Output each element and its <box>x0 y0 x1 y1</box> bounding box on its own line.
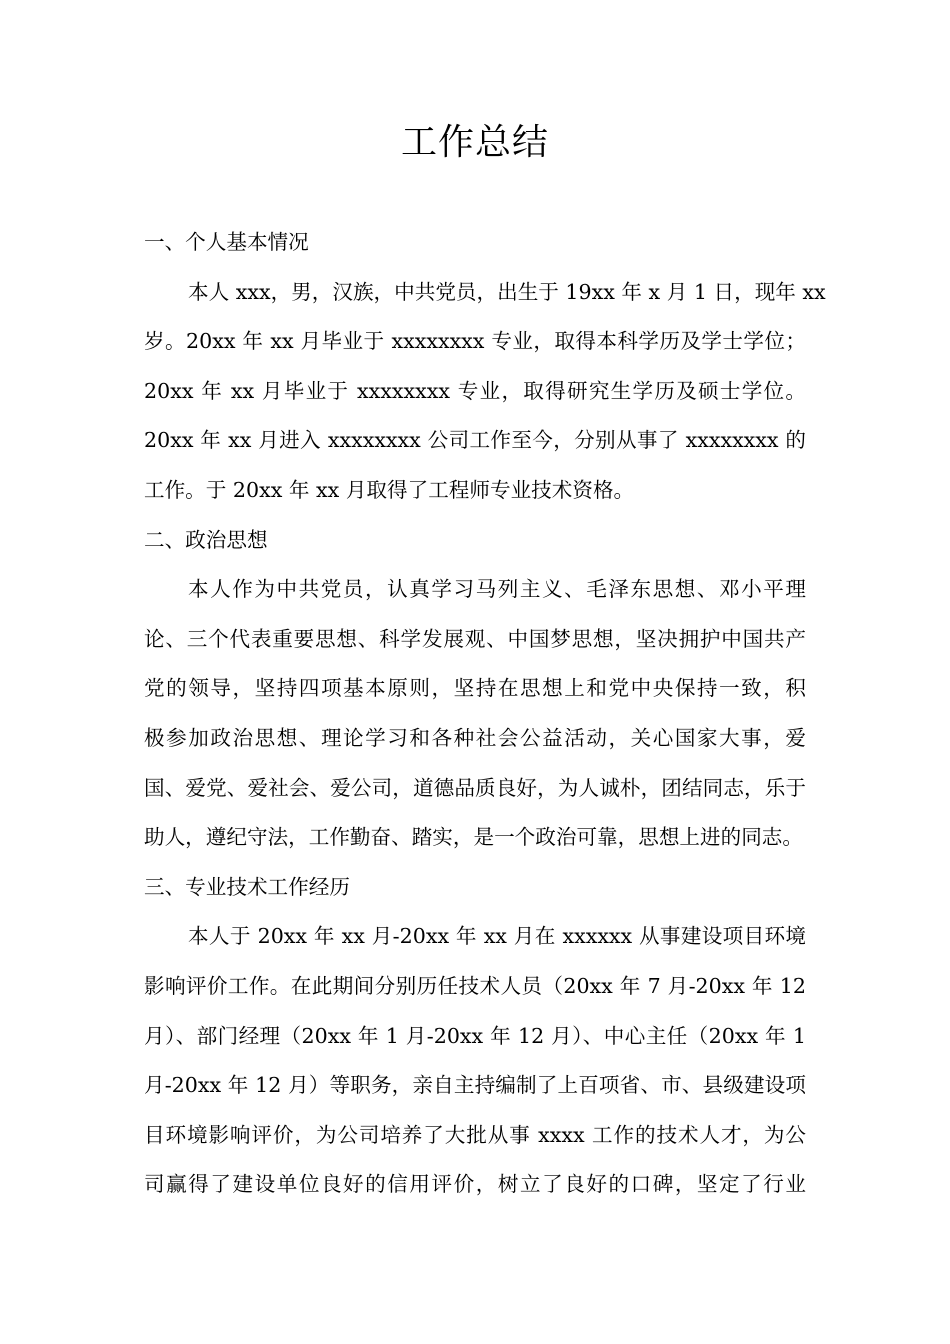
paragraph-line: 本人于 20xx 年 xx 月-20xx 年 xx 月在 xxxxxx 从事建设项目环境 <box>188 924 806 949</box>
paragraph-line: 党的领导，坚持四项基本原则，坚持在思想上和党中央保持一致，积 <box>144 676 806 701</box>
paragraph-line: 本人 xxx，男，汉族，中共党员，出生于 19xx 年 x 月 1 日，现年 xx <box>188 279 826 304</box>
paragraph-line: 论、三个代表重要思想、科学发展观、中国梦思想，坚决拥护中国共产 <box>144 626 806 651</box>
paragraph-line: 极参加政治思想、理论学习和各种社会公益活动，关心国家大事，爱 <box>144 725 806 750</box>
paragraph-line: 20xx 年 xx 月进入 xxxxxxxx 公司工作至今，分别从事了 xxxxxxxx 的 <box>144 428 806 453</box>
paragraph-line: 本人作为中共党员，认真学习马列主义、毛泽东思想、邓小平理 <box>188 577 806 602</box>
section-heading: 二、政治思想 <box>144 527 268 552</box>
section-heading: 三、专业技术工作经历 <box>144 874 350 899</box>
document-body <box>144 218 826 1210</box>
paragraph-line: 司赢得了建设单位良好的信用评价，树立了良好的口碑，坚定了行业 <box>144 1172 806 1197</box>
paragraph-line: 20xx 年 xx 月毕业于 xxxxxxxx 专业，取得研究生学历及硕士学位。 <box>144 378 806 403</box>
paragraph-line: 岁。20xx 年 xx 月毕业于 xxxxxxxx 专业，取得本科学历及学士学位； <box>144 329 806 354</box>
paragraph-line: 国、爱党、爱社会、爱公司，道德品质良好，为人诚朴，团结同志，乐于 <box>144 775 806 800</box>
paragraph-line: 助人，遵纪守法，工作勤奋、踏实，是一个政治可靠，思想上进的同志。 <box>144 825 803 850</box>
section-heading: 一、个人基本情况 <box>144 230 309 254</box>
paragraph-line: 影响评价工作。在此期间分别历任技术人员（20xx 年 7 月-20xx 年 12 <box>144 973 806 998</box>
paragraph-line: 工作。于 20xx 年 xx 月取得了工程师专业技术资格。 <box>144 477 635 502</box>
paragraph-line: 目环境影响评价，为公司培养了大批从事 xxxx 工作的技术人才，为公 <box>144 1122 806 1147</box>
paragraph-line: 月）、部门经理（20xx 年 1 月-20xx 年 12 月）、中心主任（20xx 年 1 <box>144 1023 806 1048</box>
document-title: 工作总结 <box>400 122 549 163</box>
paragraph-line: 月-20xx 年 12 月）等职务，亲自主持编制了上百项省、市、县级建设项 <box>144 1073 806 1098</box>
